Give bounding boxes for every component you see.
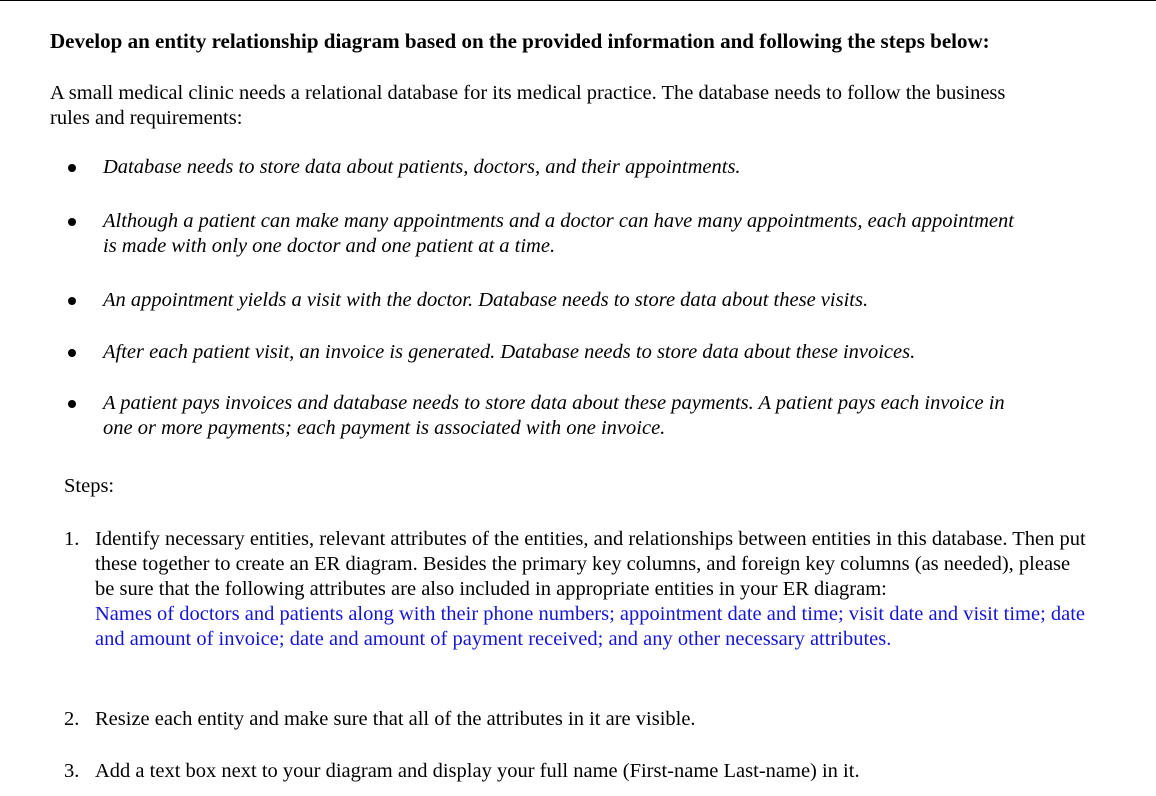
requirement-text: After each patient visit, an invoice is generated. Database needs to store data about these invoices. <box>103 341 916 363</box>
step-number: 2. <box>64 708 80 730</box>
step-number: 3. <box>64 760 80 782</box>
step-text: Resize each entity and make sure that all of the attributes in it are visible. <box>95 708 696 730</box>
step-number: 1. <box>64 528 80 550</box>
bullet-icon <box>68 400 76 408</box>
bullet-icon <box>68 164 76 172</box>
page-heading: Develop an entity relationship diagram based on the provided information and following the steps below: <box>50 29 990 53</box>
steps-heading: Steps: <box>64 475 115 497</box>
requirement-text: Although a patient can make many appointments and a doctor can have many appointments, each appointment is made with only one doctor and one patient at a time. <box>103 210 1014 257</box>
step-instruction: Identify necessary entities, relevant attributes of the entities, and relationships between entities in this database. Then put these together to create an ER diagram. Besides the primary key columns, and foreign key columns (as needed), please be sure that the following attributes are also included in appropriate entities in your ER diagram: <box>95 528 1086 600</box>
requirement-text: A patient pays invoices and database needs to store data about these payments. A patient pays each invoice in one or more payments; each payment is associated with one invoice. <box>103 392 1005 439</box>
step-text: Add a text box next to your diagram and display your full name (First-name Last-name) in it. <box>95 760 860 782</box>
bullet-icon <box>68 297 76 305</box>
required-attributes-note: Names of doctors and patients along with their phone numbers; appointment date and time; visit date and visit time; date and amount of invoice; date and amount of payment received; and any other necessary attributes. <box>95 603 1086 650</box>
requirement-text: An appointment yields a visit with the doctor. Database needs to store data about these visits. <box>103 289 869 311</box>
step-text <box>95 527 1090 652</box>
intro-paragraph: A small medical clinic needs a relational database for its medical practice. The database needs to follow the business rules and requirements: <box>50 82 1006 129</box>
requirement-text: Database needs to store data about patients, doctors, and their appointments. <box>103 156 741 178</box>
bullet-icon <box>68 349 76 357</box>
bullet-icon <box>68 218 76 226</box>
